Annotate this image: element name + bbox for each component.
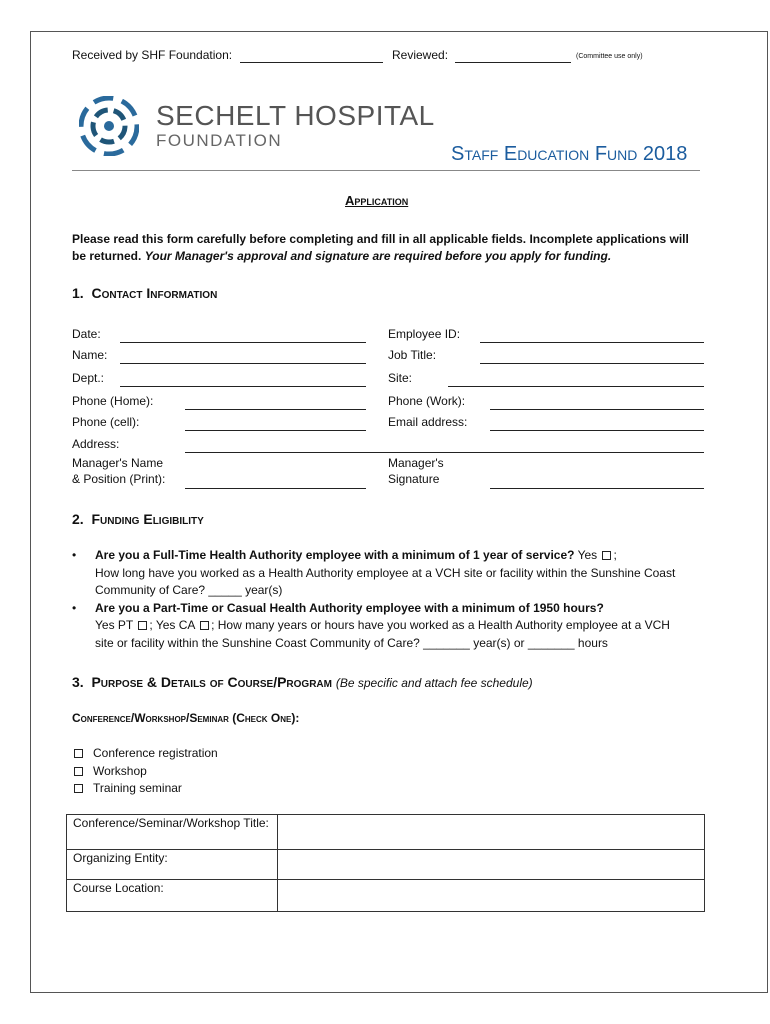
fulltime-question: Are you a Full-Time Health Authority employee with a minimum of 1 year of service? Yes ; <box>95 548 617 562</box>
manager-name-label-2: & Position (Print): <box>72 472 166 486</box>
dept-label: Dept.: <box>72 371 105 385</box>
manager-signature-label-2: Signature <box>388 472 440 486</box>
name-field[interactable] <box>120 363 366 364</box>
phone-work-field[interactable] <box>490 409 704 410</box>
email-label: Email address: <box>388 415 468 429</box>
reviewed-label: Reviewed: <box>392 48 449 62</box>
date-field[interactable] <box>120 342 366 343</box>
option-training[interactable]: Training seminar <box>72 781 182 795</box>
table-row <box>67 880 705 912</box>
logo-subtitle: FOUNDATION <box>156 131 283 150</box>
table-row <box>67 815 705 850</box>
parttime-line-3: site or facility within the Sunshine Coast Community of Care? _______ year(s) or _______ hours <box>95 636 608 650</box>
title-input-cell[interactable] <box>278 815 705 850</box>
organizing-entity-label-cell: Organizing Entity: <box>67 850 278 880</box>
phone-cell-field[interactable] <box>185 430 366 431</box>
fulltime-line-3: Community of Care? _____ year(s) <box>95 583 283 597</box>
bullet-1: • <box>72 548 77 562</box>
dept-field[interactable] <box>120 386 366 387</box>
section-1-heading: 1. Contact Information <box>72 285 218 301</box>
table-row <box>67 850 705 880</box>
intro-line-1: Please read this form carefully before completing and fill in all applicable fields. Incomplete applications will <box>72 232 689 246</box>
parttime-line-2: Yes PT ; Yes CA ; How many years or hours have you worked as a Health Authority employee at a VCH <box>95 618 670 632</box>
site-field[interactable] <box>448 386 704 387</box>
option-workshop[interactable]: Workshop <box>72 764 147 778</box>
committee-note: (Committee use only) <box>576 53 643 60</box>
parttime-yes-checkbox[interactable] <box>138 621 147 630</box>
logo-title: SECHELT HOSPITAL <box>156 100 435 131</box>
manager-name-label-1: Manager's Name <box>72 456 163 470</box>
manager-name-field[interactable] <box>185 488 366 489</box>
phone-cell-label: Phone (cell): <box>72 415 140 429</box>
employee-id-label: Employee ID: <box>388 327 461 341</box>
name-label: Name: <box>72 348 108 362</box>
fulltime-yes-checkbox[interactable] <box>602 551 611 560</box>
site-label: Site: <box>388 371 413 385</box>
reviewed-field[interactable] <box>455 62 571 63</box>
job-title-field[interactable] <box>480 363 704 364</box>
employee-id-field[interactable] <box>480 342 704 343</box>
course-details-table <box>66 814 705 912</box>
manager-signature-label-1: Manager's <box>388 456 444 470</box>
bullet-2: • <box>72 601 77 615</box>
email-field[interactable] <box>490 430 704 431</box>
phone-home-label: Phone (Home): <box>72 394 154 408</box>
fulltime-line-2: How long have you worked as a Health Authority employee at a VCH site or facility within the Sunshine Coast <box>95 566 676 580</box>
workshop-checkbox[interactable] <box>74 767 83 776</box>
phone-work-label: Phone (Work): <box>388 394 466 408</box>
section-3-heading: 3. Purpose & Details of Course/Program (Be specific and attach fee schedule) <box>72 674 533 690</box>
training-checkbox[interactable] <box>74 784 83 793</box>
course-location-label-cell: Course Location: <box>67 880 278 912</box>
intro-line-2: be returned. Your Manager's approval and signature are required before you apply for funding. <box>72 249 612 263</box>
application-heading: Application <box>345 193 409 208</box>
job-title-label: Job Title: <box>388 348 437 362</box>
phone-home-field[interactable] <box>185 409 366 410</box>
title-label-cell: Conference/Seminar/Workshop Title: <box>67 815 278 850</box>
received-label: Received by SHF Foundation: <box>72 48 233 62</box>
date-label: Date: <box>72 327 101 341</box>
organizing-entity-input-cell[interactable] <box>278 850 705 880</box>
manager-signature-field[interactable] <box>490 488 704 489</box>
course-location-input-cell[interactable] <box>278 880 705 912</box>
header-divider <box>72 170 700 171</box>
foundation-logo-icon <box>79 96 139 156</box>
conference-checkbox[interactable] <box>74 749 83 758</box>
address-field[interactable] <box>185 452 704 453</box>
received-field[interactable] <box>240 62 383 63</box>
document-title: Staff Education Fund 2018 <box>451 143 688 165</box>
section-2-heading: 2. Funding Eligibility <box>72 511 204 527</box>
address-label: Address: <box>72 437 120 451</box>
course-type-heading: Conference/Workshop/Seminar (Check One): <box>72 711 300 725</box>
casual-yes-checkbox[interactable] <box>200 621 209 630</box>
option-conference[interactable]: Conference registration <box>72 746 218 760</box>
parttime-question: Are you a Part-Time or Casual Health Authority employee with a minimum of 1950 hours? <box>95 601 604 615</box>
